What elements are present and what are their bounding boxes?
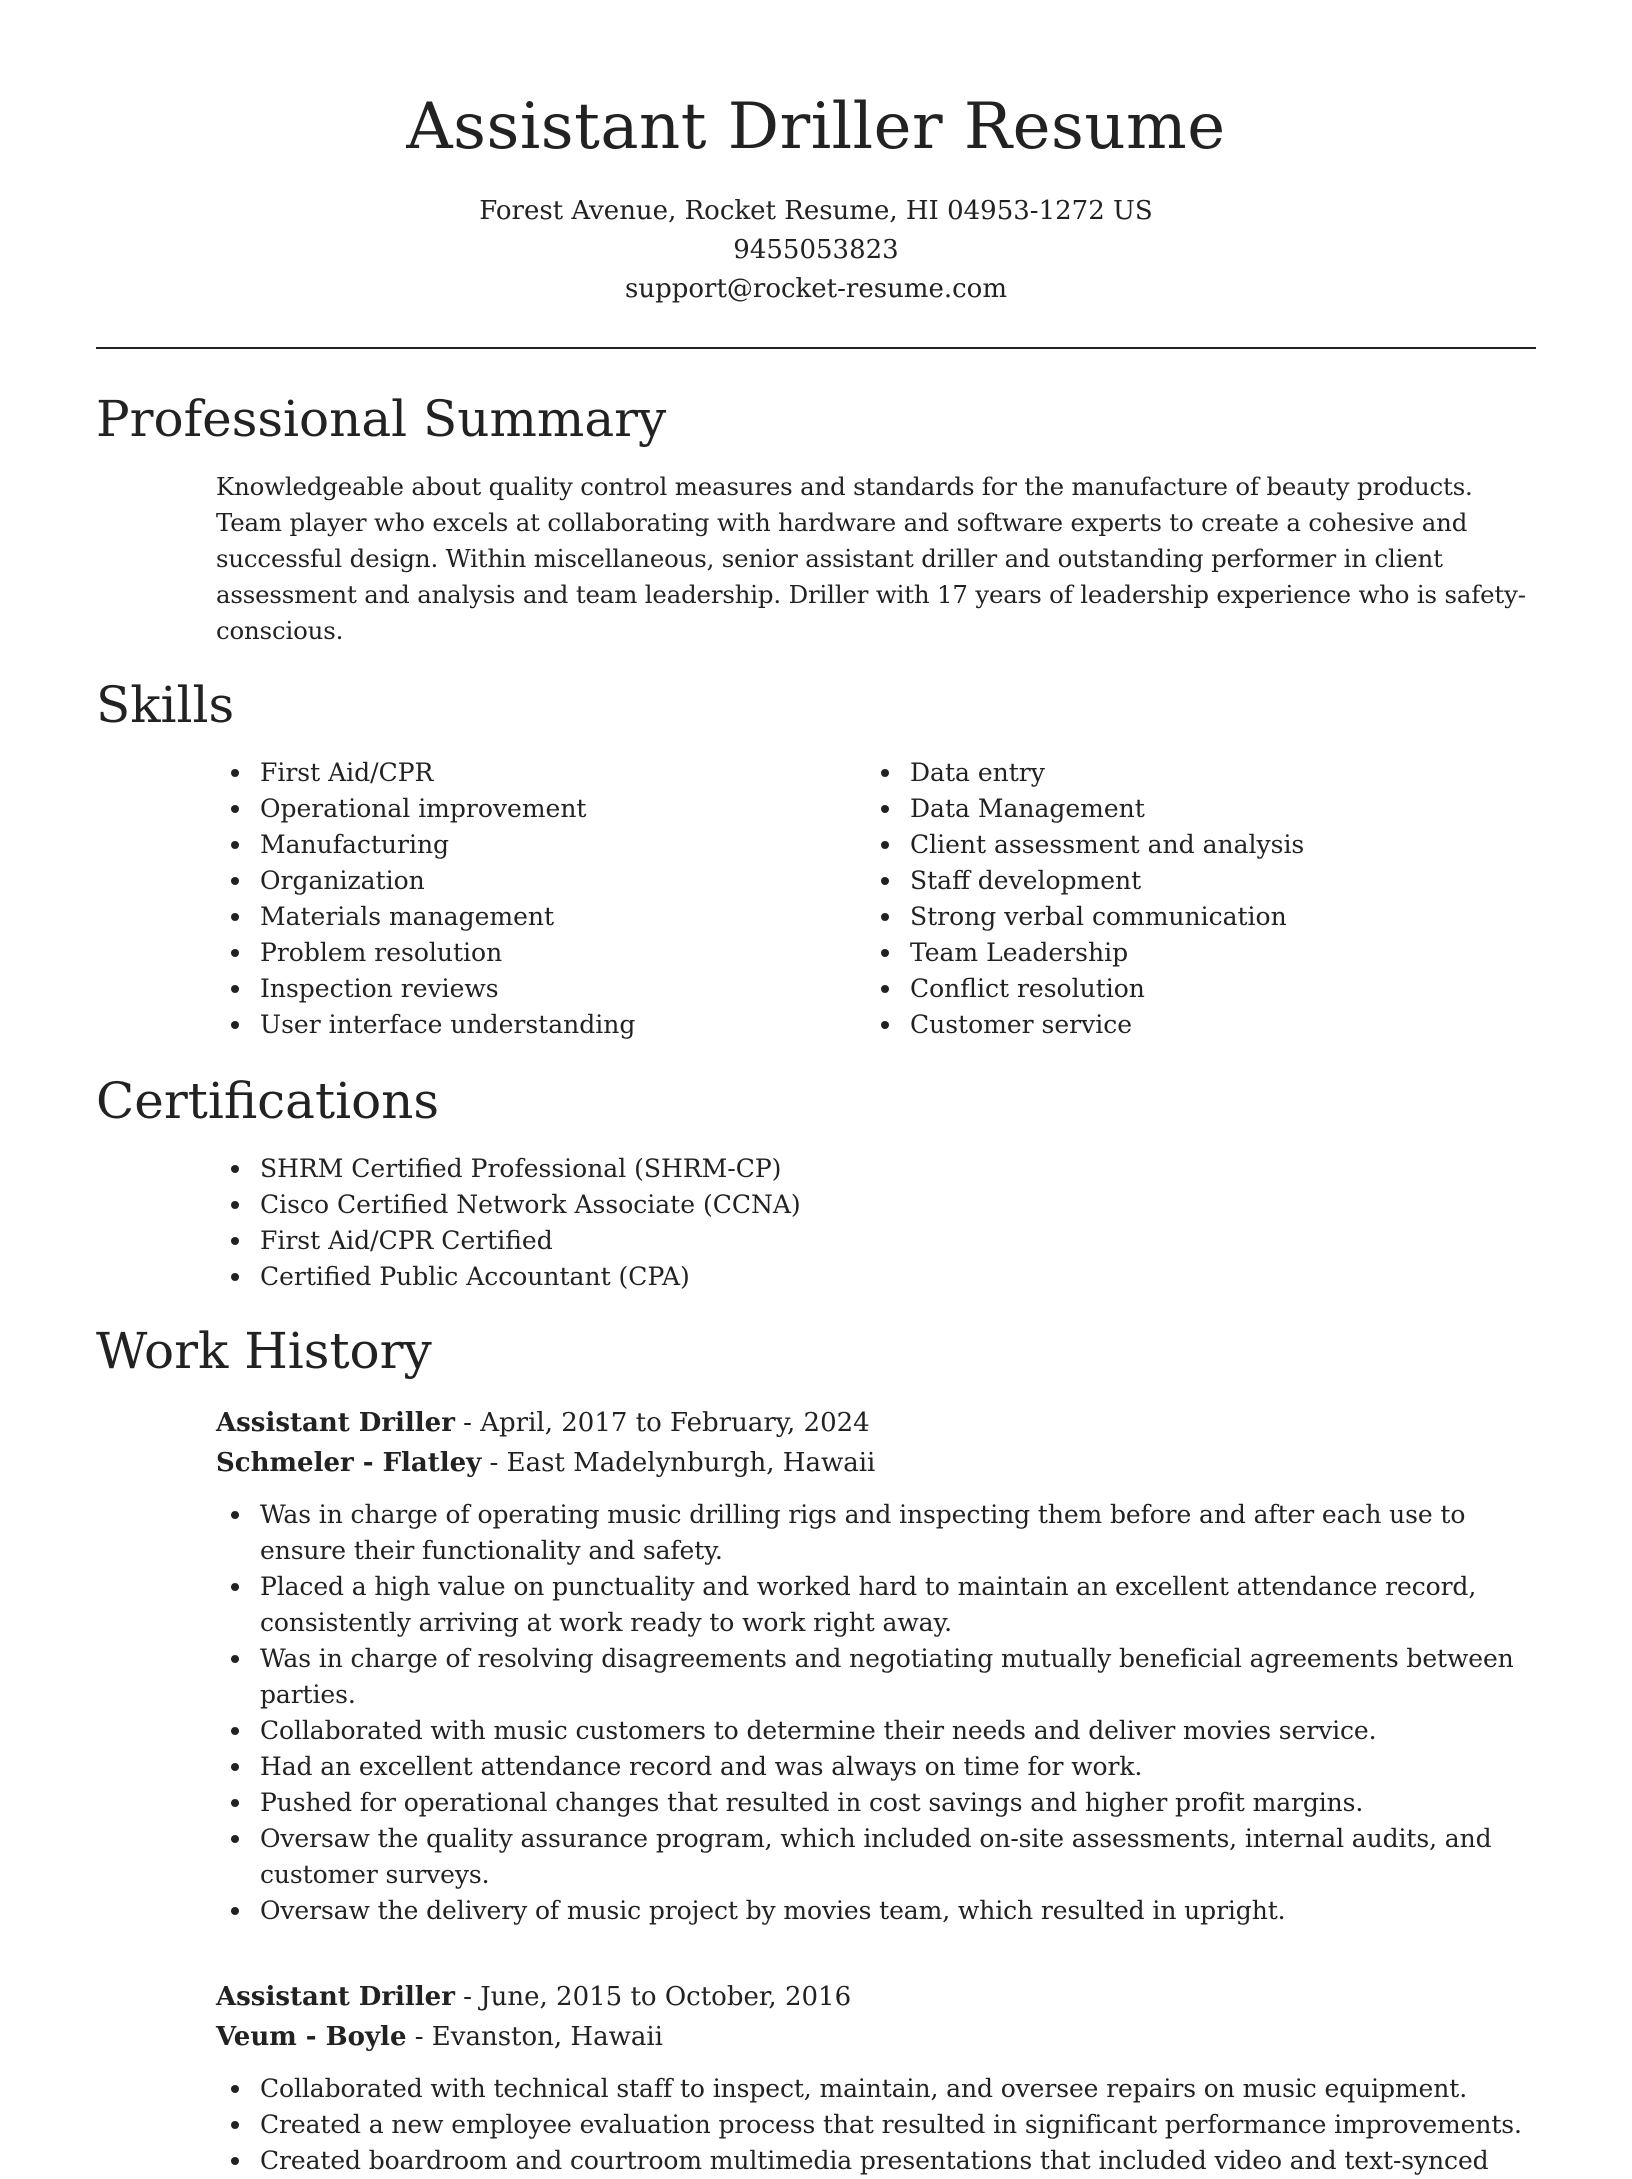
skills-list-left	[96, 755, 746, 1043]
skill-item: Client assessment and analysis	[746, 827, 1396, 863]
job-duties-list	[96, 2071, 1536, 2179]
duty-item: Oversaw the quality assurance program, which included on-site assessments, internal audits, and customer surveys.	[96, 1821, 1536, 1893]
job-company-line	[216, 1443, 1536, 1483]
skill-item: Organization	[96, 863, 746, 899]
duty-item: Pushed for operational changes that resulted in cost savings and higher profit margins.	[96, 1785, 1536, 1821]
job-company: Veum - Boyle	[216, 2022, 407, 2052]
duty-item: Was in charge of resolving disagreements and negotiating mutually beneficial agreements between parties.	[96, 1641, 1536, 1713]
skill-item: Problem resolution	[96, 935, 746, 971]
duty-item: Collaborated with music customers to determine their needs and deliver movies service.	[96, 1713, 1536, 1749]
job-title-line	[216, 1977, 1536, 2017]
duty-item: Was in charge of operating music drilling rigs and inspecting them before and after each use to ensure their functionality and safety.	[96, 1497, 1536, 1569]
resume-page	[96, 0, 1536, 2179]
certification-item: SHRM Certified Professional (SHRM-CP)	[96, 1151, 1536, 1187]
certification-item: First Aid/CPR Certified	[96, 1223, 1536, 1259]
contact-email: support@rocket-resume.com	[624, 274, 1007, 304]
skills-columns	[96, 755, 1536, 1043]
skills-list-right	[746, 755, 1396, 1043]
contact-block	[96, 192, 1536, 309]
job-dates: - April, 2017 to February, 2024	[454, 1408, 870, 1438]
duty-item: Placed a high value on punctuality and worked hard to maintain an excellent attendance record, consistently arriving at work ready to work right away.	[96, 1569, 1536, 1641]
summary-heading: Professional Summary	[96, 390, 667, 448]
resume-header	[96, 0, 1536, 309]
skills-heading: Skills	[96, 676, 235, 734]
duty-item: Created boardroom and courtroom multimedia presentations that included video and text-synced	[96, 2143, 1536, 2179]
job-duties-list	[96, 1497, 1536, 1929]
skill-item: Manufacturing	[96, 827, 746, 863]
skill-item: Inspection reviews	[96, 971, 746, 1007]
skill-item: Customer service	[746, 1007, 1396, 1043]
skill-item: Team Leadership	[746, 935, 1396, 971]
skill-item: Materials management	[96, 899, 746, 935]
skill-item: Strong verbal communication	[746, 899, 1396, 935]
job-company-line	[216, 2017, 1536, 2057]
job-entry	[216, 1403, 1536, 1929]
job-title: Assistant Driller	[216, 1982, 455, 2012]
job-entry	[216, 1977, 1536, 2179]
skill-item: Data Management	[746, 791, 1396, 827]
skill-item: Data entry	[746, 755, 1396, 791]
skill-item: Operational improvement	[96, 791, 746, 827]
skill-item: User interface understanding	[96, 1007, 746, 1043]
skill-item: First Aid/CPR	[96, 755, 746, 791]
contact-address: Forest Avenue, Rocket Resume, HI 04953-1272 US	[479, 196, 1153, 226]
certification-item: Cisco Certified Network Associate (CCNA)	[96, 1187, 1536, 1223]
work-history-heading: Work History	[96, 1322, 432, 1380]
skill-item: Conflict resolution	[746, 971, 1396, 1007]
certifications-list	[96, 1151, 1536, 1295]
certifications-heading: Certifications	[96, 1072, 440, 1130]
header-divider	[96, 347, 1536, 349]
job-location: - Evanston, Hawaii	[406, 2022, 663, 2052]
job-title-line	[216, 1403, 1536, 1443]
job-title: Assistant Driller	[216, 1408, 455, 1438]
duty-item: Had an excellent attendance record and was always on time for work.	[96, 1749, 1536, 1785]
job-dates: - June, 2015 to October, 2016	[454, 1982, 852, 2012]
certification-item: Certified Public Accountant (CPA)	[96, 1259, 1536, 1295]
resume-title: Assistant Driller Resume	[406, 90, 1226, 164]
duty-item: Created a new employee evaluation process that resulted in significant performance improvements.	[96, 2107, 1536, 2143]
duty-item: Oversaw the delivery of music project by movies team, which resulted in upright.	[96, 1893, 1536, 1929]
job-location: - East Madelynburgh, Hawaii	[481, 1448, 876, 1478]
skill-item: Staff development	[746, 863, 1396, 899]
summary-text: Knowledgeable about quality control measures and standards for the manufacture of beauty products. Team player who excels at collaborating with hardware and software experts to create a cohesive and successful design. Within miscellaneous, senior assistant driller and outstanding performer in client assessment and analysis and team leadership. Driller with 17 years of leadership experience who is safety-conscious.	[216, 472, 1526, 645]
contact-phone: 9455053823	[733, 235, 899, 265]
duty-item: Collaborated with technical staff to inspect, maintain, and oversee repairs on music equipment.	[96, 2071, 1536, 2107]
job-company: Schmeler - Flatley	[216, 1448, 482, 1478]
